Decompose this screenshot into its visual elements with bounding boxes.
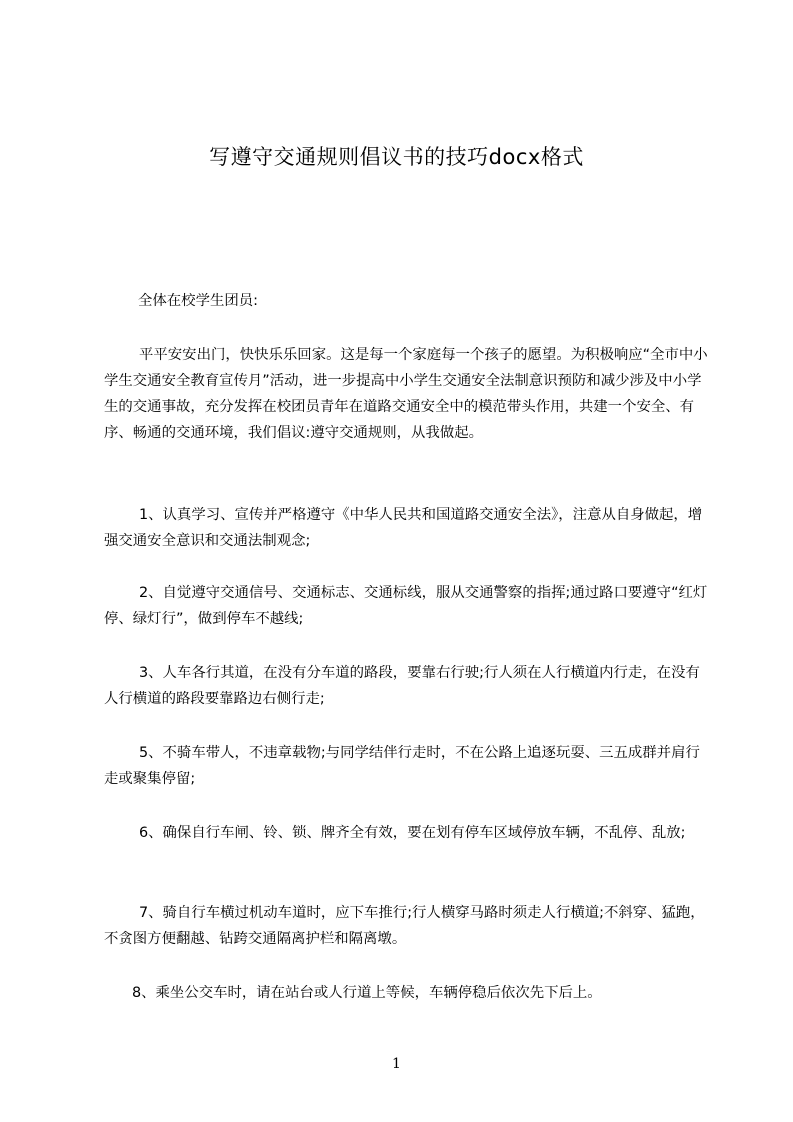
- document-title: 写遵守交通规则倡议书的技巧docx格式: [209, 145, 584, 169]
- list-item: 3、人车各行其道，在没有分车道的路段，要靠右行驶;行人须在人行横道内行走，在没有人行横道的路段要靠路边右侧行走;: [104, 665, 700, 707]
- intro-paragraph: 平平安安出门，快快乐乐回家。这是每一个家庭每一个孩子的愿望。为积极响应“全市中小学生交通安全教育宣传月”活动，进一步提高中小学生交通安全法制意识预防和减少涉及中小学生的交通事故，充分发挥在校团员青年在道路交通安全中的模范带头作用，共建一个安全、有序、畅通的交通环境，我们倡议:遵守交通规则，从我做起。: [104, 347, 708, 441]
- list-item: 1、认真学习、宣传并严格遵守《中华人民共和国道路交通安全法》，注意从自身做起，增强交通安全意识和交通法制观念;: [104, 507, 703, 549]
- list-item: 8、乘坐公交车时，请在站台或人行道上等候，车辆停稳后依次先下后上。: [132, 985, 602, 1001]
- page-number: 1: [392, 1056, 401, 1072]
- list-item: 2、自觉遵守交通信号、交通标志、交通标线，服从交通警察的指挥;通过路口要遵守“红灯停、绿灯行”，做到停车不越线;: [104, 585, 708, 627]
- salutation: 全体在校学生团员:: [138, 293, 258, 309]
- list-item: 5、不骑车带人，不违章载物;与同学结伴行走时，不在公路上追逐玩耍、三五成群并肩行走或聚集停留;: [104, 745, 700, 787]
- list-item: 7、骑自行车横过机动车道时，应下车推行;行人横穿马路时须走人行横道;不斜穿、猛跑，不贪图方便翻越、钻跨交通隔离护栏和隔离墩。: [104, 905, 705, 947]
- list-item: 6、确保自行车闸、铃、锁、牌齐全有效，要在划有停车区域停放车辆，不乱停、乱放;: [139, 825, 686, 841]
